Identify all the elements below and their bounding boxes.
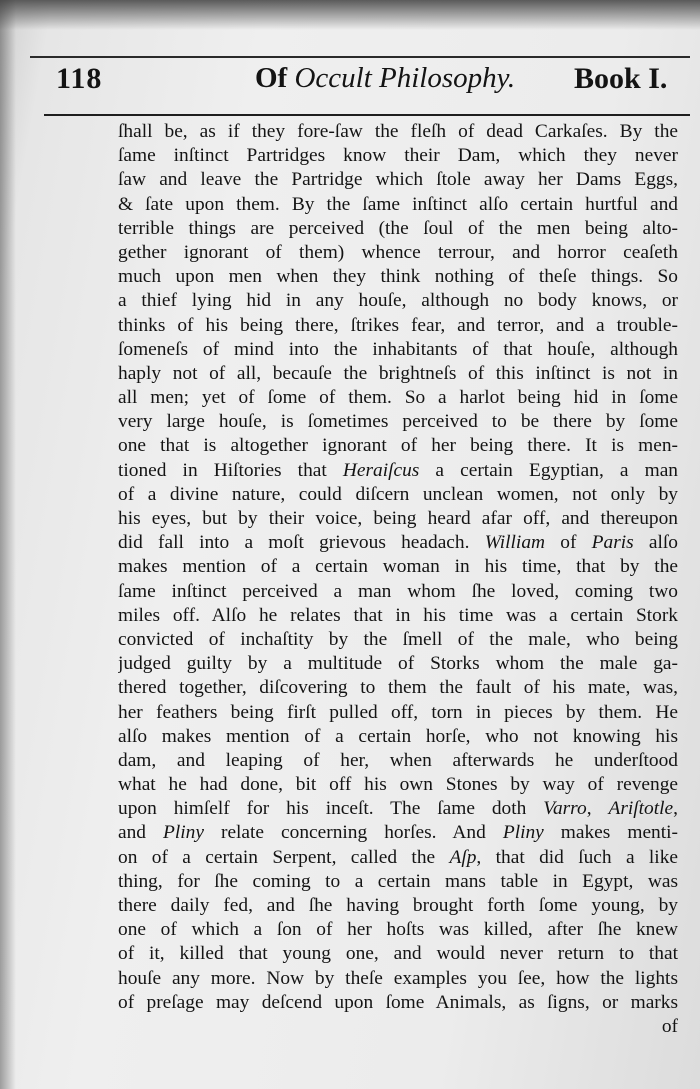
text-segment: , that did ſuch a like — [476, 846, 678, 868]
text-segment: of it, killed that young one, and would never return to that — [118, 943, 678, 965]
text-line — [118, 676, 678, 700]
text-segment: makes mention of a certain woman in his time, that by the — [118, 556, 678, 578]
text-segment: miles off. Alſo he relates that in his time was a certain Stork — [118, 604, 678, 626]
text-segment: alſo — [633, 532, 678, 554]
text-line — [118, 870, 678, 894]
text-segment: upon himſelf for his inceſt. The ſame doth — [118, 798, 544, 820]
italic-name: Paris — [591, 532, 634, 554]
text-line — [118, 168, 678, 192]
text-segment: a thief lying hid in any houſe, although no body knows, or — [118, 290, 678, 312]
text-line — [118, 580, 678, 604]
text-segment: of preſage may deſcend upon ſome Animals, as ſigns, or marks — [118, 991, 678, 1013]
text-segment: makes menti- — [543, 822, 678, 844]
text-line — [118, 314, 678, 338]
text-segment: did fall into a moſt grievous headach. — [118, 532, 485, 554]
text-segment: relate concerning horſes. And — [203, 822, 503, 844]
text-line — [118, 120, 678, 144]
text-segment: haply not of all, becauſe the brightneſs of this inſtinct is not in — [118, 362, 678, 384]
italic-name: Pliny — [163, 822, 204, 844]
text-line — [118, 967, 678, 991]
text-line — [118, 773, 678, 797]
text-line — [118, 531, 678, 555]
text-segment: gether ignorant of them) whence terrour, and horror ceaſeth — [118, 241, 678, 263]
text-line — [118, 410, 678, 434]
text-line — [118, 193, 678, 217]
text-line — [118, 991, 678, 1015]
text-segment: very large houſe, is ſometimes perceived to be there by ſome — [118, 411, 678, 433]
text-segment: dam, and leaping of her, when afterwards he underſtood — [118, 749, 678, 771]
text-segment: , — [673, 798, 678, 820]
text-segment: of — [545, 532, 592, 554]
text-line — [118, 386, 678, 410]
italic-name: Heraiſcus — [342, 459, 420, 481]
italic-name: Ariſtotle — [608, 798, 674, 820]
text-line — [118, 894, 678, 918]
catchword: of — [661, 1015, 678, 1037]
text-line — [118, 652, 678, 676]
text-segment: & ſate upon them. By the ſame inſtinct alſo certain hurtful and — [118, 193, 678, 215]
header-title-of: Of — [255, 62, 288, 94]
header-title-italic: Occult Philosophy. — [294, 62, 516, 94]
text-line — [118, 725, 678, 749]
text-segment: ſomeneſs of mind into the inhabitants of that houſe, although — [118, 338, 678, 360]
running-head — [0, 60, 700, 108]
header-title — [255, 62, 515, 95]
text-line — [118, 918, 678, 942]
header-rule — [44, 114, 690, 116]
text-segment: her feathers being firſt pulled off, torn in pieces by them. He — [118, 701, 678, 723]
text-segment: ſame inſtinct Partridges know their Dam, which they never — [118, 145, 678, 167]
text-line — [118, 797, 678, 821]
text-segment: thered together, diſcovering to them the fault of his mate, was, — [118, 677, 678, 699]
text-line — [118, 507, 678, 531]
text-segment: ſaw and leave the Partridge which ſtole away her Dams Eggs, — [118, 169, 678, 191]
text-segment: judged guilty by a multitude of Storks whom the male ga- — [118, 653, 678, 675]
text-segment: houſe any more. Now by theſe examples you ſee, how the lights — [118, 967, 678, 989]
italic-name: Aſp — [449, 846, 477, 868]
text-segment: all men; yet of ſome of them. So a harlot being hid in ſome — [118, 387, 678, 409]
text-segment: a certain Egyptian, a man — [419, 459, 678, 481]
italic-name: Varro — [543, 798, 587, 820]
text-line — [118, 338, 678, 362]
text-segment: terrible things are perceived (the ſoul of the men being alto- — [118, 217, 678, 239]
text-segment: ſhall be, as if they fore-ſaw the fleſh of dead Carkaſes. By the — [118, 121, 678, 142]
text-line — [118, 749, 678, 773]
text-segment: tioned in Hiſtories that — [118, 459, 343, 481]
text-line — [118, 628, 678, 652]
book-label: Book I. — [574, 62, 668, 95]
text-segment: thing, for ſhe coming to a certain mans table in Egypt, was — [118, 870, 678, 892]
text-line — [118, 289, 678, 313]
text-segment: thinks of his being there, ſtrikes fear, and terror, and a trouble- — [118, 314, 678, 336]
text-line — [118, 846, 678, 870]
scan-gutter-shadow — [0, 0, 16, 1089]
text-line — [118, 459, 678, 483]
italic-name: William — [484, 532, 546, 554]
text-line — [118, 604, 678, 628]
italic-name: Pliny — [502, 822, 544, 844]
text-segment: convicted of inchaſtity by the ſmell of the male, who being — [118, 628, 678, 650]
text-line — [118, 434, 678, 458]
page-number: 118 — [56, 62, 103, 95]
text-line — [118, 265, 678, 289]
text-segment: one that is altogether ignorant of her being there. It is men- — [118, 435, 678, 457]
text-line — [118, 362, 678, 386]
text-segment: on of a certain Serpent, called the — [118, 846, 450, 868]
text-segment: of a divine nature, could diſcern unclean women, not only by — [118, 483, 678, 505]
text-segment: , — [586, 798, 609, 820]
text-line — [118, 555, 678, 579]
text-segment: one of which a ſon of her hoſts was killed, after ſhe knew — [118, 919, 678, 941]
scan-top-shadow — [0, 0, 700, 30]
text-line — [118, 144, 678, 168]
text-line — [118, 217, 678, 241]
text-segment: ſame inſtinct perceived a man whom ſhe loved, coming two — [118, 580, 678, 602]
text-segment: alſo makes mention of a certain horſe, who not knowing his — [118, 725, 678, 747]
text-line — [118, 821, 678, 845]
text-segment: his eyes, but by their voice, being heard afar off, and thereupon — [118, 508, 678, 529]
text-line — [118, 483, 678, 507]
text-segment: there daily fed, and ſhe having brought forth ſome young, by — [118, 895, 678, 916]
text-line — [118, 241, 678, 265]
text-line — [118, 701, 678, 725]
body-text — [118, 120, 678, 1039]
text-segment: what he had done, bit off his own Stones by way of revenge — [118, 774, 678, 796]
text-line — [118, 942, 678, 966]
top-rule — [30, 56, 690, 58]
text-segment: and — [118, 822, 164, 844]
text-segment: much upon men when they think nothing of theſe things. So — [118, 266, 678, 288]
